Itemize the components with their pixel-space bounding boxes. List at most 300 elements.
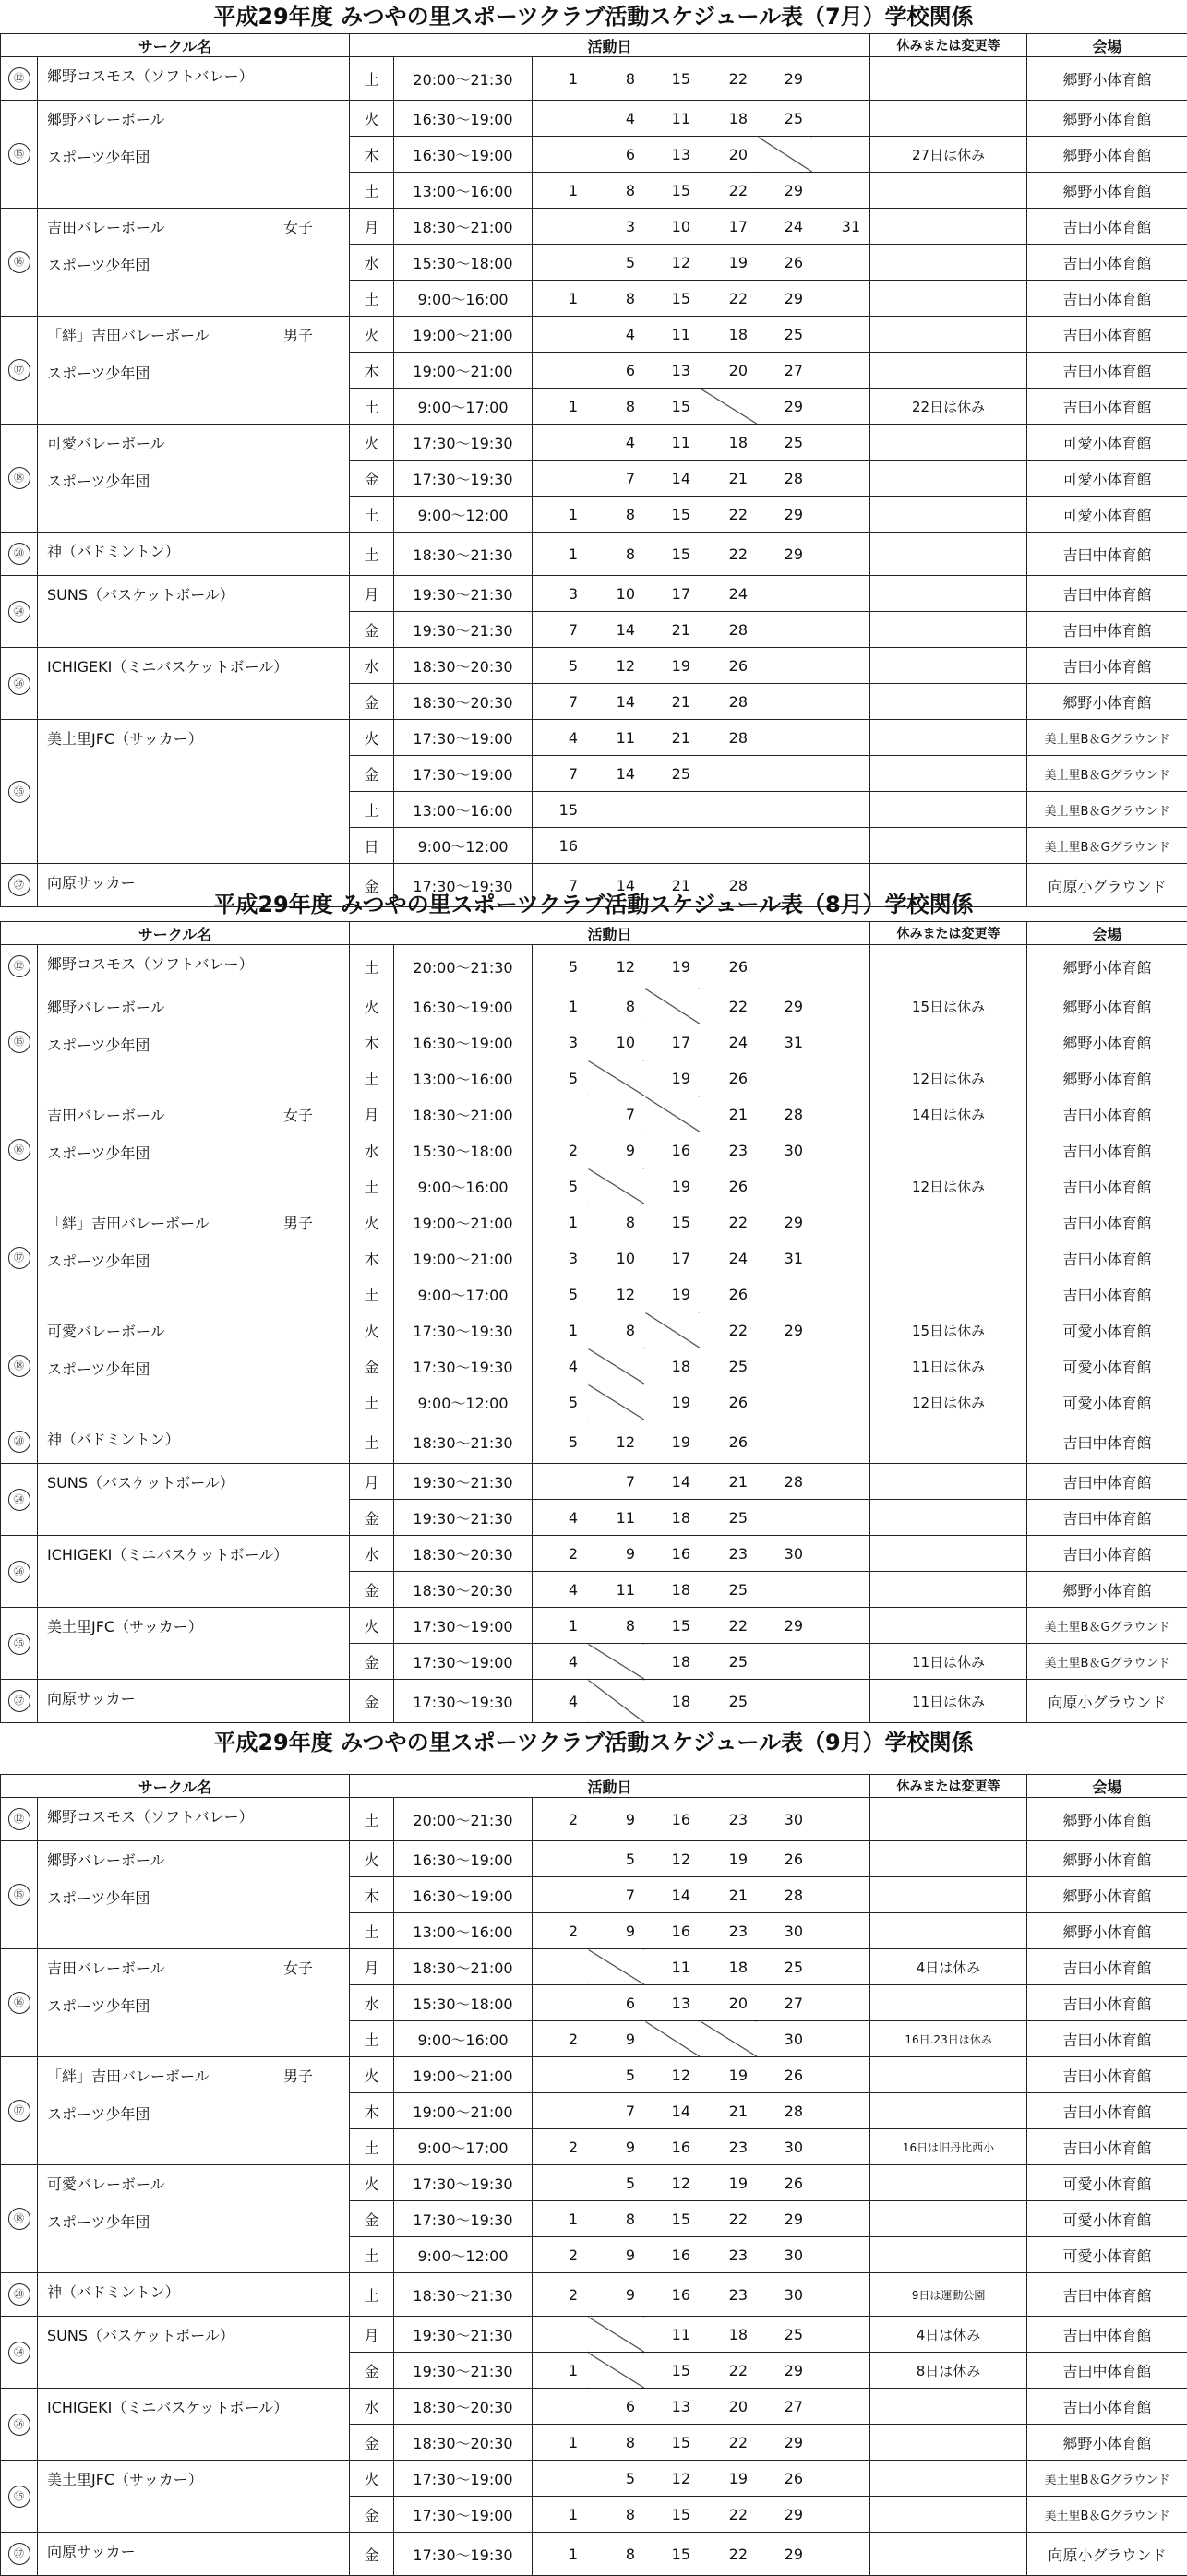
- activity-date: 22: [701, 988, 758, 1024]
- group-number-badge: ⑯: [8, 1992, 30, 2014]
- change-note: [870, 461, 1027, 497]
- club-name-line1: 「絆」吉田バレーボール: [47, 327, 210, 344]
- activity-date: 25: [645, 756, 701, 792]
- cancelled-date: [701, 2021, 758, 2057]
- change-note: [870, 2425, 1027, 2461]
- group-number-badge: ㊲: [8, 2543, 30, 2565]
- activity-date: [813, 1384, 870, 1420]
- activity-date: [813, 828, 870, 864]
- cancelled-date: [758, 137, 813, 173]
- venue: 向原小グラウンド: [1027, 864, 1187, 907]
- venue: 吉田小体育館: [1027, 245, 1187, 281]
- activity-date: [813, 792, 870, 828]
- activity-date: 7: [533, 864, 588, 907]
- time-range: 9:00～17:00: [394, 389, 533, 425]
- activity-date: [813, 1877, 870, 1913]
- table-row: [1, 2461, 1187, 2497]
- venue: 郷野小体育館: [1027, 988, 1187, 1024]
- activity-date: 16: [645, 1798, 701, 1841]
- activity-date: 26: [758, 2165, 813, 2201]
- activity-date: 5: [533, 1060, 588, 1096]
- activity-date: 22: [701, 2353, 758, 2389]
- cancelled-date: [645, 988, 701, 1024]
- table-row: [1, 1680, 1187, 1723]
- club-category: 女子: [280, 1949, 350, 2057]
- group-number-badge: ⑫: [8, 1808, 30, 1830]
- activity-date: 18: [645, 1500, 701, 1536]
- group-number: [1, 317, 38, 425]
- change-note: [870, 576, 1027, 612]
- activity-date: [813, 576, 870, 612]
- change-note: 11日は休み: [870, 1644, 1027, 1680]
- change-note: [870, 2165, 1027, 2201]
- activity-date: [813, 2353, 870, 2389]
- activity-date: 28: [758, 1464, 813, 1500]
- activity-date: [758, 1644, 813, 1680]
- activity-date: [813, 2497, 870, 2533]
- change-note: [870, 1276, 1027, 1312]
- activity-date: 8: [588, 1204, 645, 1240]
- activity-date: 24: [701, 1240, 758, 1276]
- activity-date: 5: [588, 1841, 645, 1877]
- weekday: 月: [350, 576, 394, 612]
- table-row: [1, 1536, 1187, 1572]
- activity-date: 26: [701, 1168, 758, 1204]
- weekday: 土: [350, 1420, 394, 1464]
- activity-date: 22: [701, 2533, 758, 2576]
- change-note: [870, 1608, 1027, 1644]
- venue: 郷野小体育館: [1027, 2425, 1187, 2461]
- activity-date: [813, 461, 870, 497]
- venue: 郷野小体育館: [1027, 57, 1187, 101]
- activity-date: 23: [701, 1913, 758, 1949]
- activity-date: [758, 648, 813, 684]
- activity-date: [813, 1024, 870, 1060]
- activity-date: 30: [758, 1798, 813, 1841]
- activity-date: 18: [701, 317, 758, 353]
- club-name-line2: スポーツ少年団: [47, 362, 277, 383]
- table-row: [1, 988, 1187, 1024]
- table-row: [1, 209, 1187, 245]
- table-row: [1, 648, 1187, 684]
- group-number: [1, 2057, 38, 2165]
- activity-date: 19: [645, 1420, 701, 1464]
- weekday: 土: [350, 497, 394, 533]
- table-row: [1, 1096, 1187, 1132]
- weekday: 火: [350, 1608, 394, 1644]
- activity-date: 29: [758, 497, 813, 533]
- change-note: [870, 612, 1027, 648]
- activity-date: [758, 1168, 813, 1204]
- club-name-line1: 神（バドミントン）: [47, 1431, 180, 1448]
- time-range: 18:30～20:30: [394, 1572, 533, 1608]
- activity-date: 8: [588, 1608, 645, 1644]
- weekday: 金: [350, 612, 394, 648]
- activity-date: 1: [533, 173, 588, 209]
- activity-date: 13: [645, 137, 701, 173]
- venue: 吉田小体育館: [1027, 353, 1187, 389]
- activity-date: [813, 1060, 870, 1096]
- activity-date: [758, 576, 813, 612]
- activity-date: 18: [645, 1572, 701, 1608]
- time-range: 19:00～21:00: [394, 2093, 533, 2129]
- activity-date: 6: [588, 2389, 645, 2425]
- activity-date: 29: [758, 988, 813, 1024]
- time-range: 15:30～18:00: [394, 1985, 533, 2021]
- weekday: 火: [350, 425, 394, 461]
- time-range: 15:30～18:00: [394, 1132, 533, 1168]
- activity-date: 14: [645, 1464, 701, 1500]
- change-note: [870, 720, 1027, 756]
- weekday: 土: [350, 1060, 394, 1096]
- activity-date: 1: [533, 2201, 588, 2237]
- activity-date: 4: [588, 101, 645, 137]
- activity-date: [813, 988, 870, 1024]
- venue: 吉田中体育館: [1027, 2317, 1187, 2353]
- club-name: [38, 317, 280, 425]
- club-name: [38, 2273, 350, 2317]
- september-schedule-table: [0, 1774, 1187, 2576]
- club-name: [38, 1841, 350, 1949]
- change-note: [870, 1204, 1027, 1240]
- group-number-badge: ㉔: [8, 2342, 30, 2364]
- activity-date: 28: [758, 461, 813, 497]
- group-number-badge: ㉖: [8, 673, 30, 695]
- change-note: 15日は休み: [870, 1312, 1027, 1348]
- venue: 郷野小体育館: [1027, 1024, 1187, 1060]
- weekday: 水: [350, 1985, 394, 2021]
- time-range: 16:30～19:00: [394, 1841, 533, 1877]
- activity-date: 25: [758, 2317, 813, 2353]
- cancelled-date: [588, 2353, 645, 2389]
- venue: 吉田中体育館: [1027, 612, 1187, 648]
- weekday: 月: [350, 209, 394, 245]
- activity-date: 3: [533, 576, 588, 612]
- venue: 吉田小体育館: [1027, 1168, 1187, 1204]
- activity-date: [701, 792, 758, 828]
- activity-date: [758, 684, 813, 720]
- club-name-line1: ICHIGEKI（ミニバスケットボール）: [47, 2399, 288, 2416]
- activity-date: 18: [701, 2317, 758, 2353]
- activity-date: 22: [701, 497, 758, 533]
- activity-date: 20: [701, 1985, 758, 2021]
- weekday: 月: [350, 1096, 394, 1132]
- weekday: 土: [350, 389, 394, 425]
- venue: 可愛小体育館: [1027, 497, 1187, 533]
- time-range: 18:30～20:30: [394, 2425, 533, 2461]
- change-note: [870, 792, 1027, 828]
- activity-date: 29: [758, 57, 813, 101]
- group-number: [1, 2165, 38, 2273]
- activity-date: 29: [758, 281, 813, 317]
- venue: 吉田小体育館: [1027, 317, 1187, 353]
- activity-date: 8: [588, 57, 645, 101]
- weekday: 木: [350, 1877, 394, 1913]
- club-name-line1: 吉田バレーボール: [47, 1959, 165, 1977]
- activity-date: 21: [701, 1096, 758, 1132]
- change-note: [870, 533, 1027, 576]
- activity-date: 28: [758, 1877, 813, 1913]
- activity-date: 29: [758, 173, 813, 209]
- activity-date: 17: [701, 209, 758, 245]
- activity-date: 18: [645, 1644, 701, 1680]
- time-range: 16:30～19:00: [394, 101, 533, 137]
- activity-date: 10: [645, 209, 701, 245]
- activity-date: 23: [701, 1798, 758, 1841]
- venue: 郷野小体育館: [1027, 101, 1187, 137]
- weekday: 木: [350, 353, 394, 389]
- activity-date: 31: [758, 1024, 813, 1060]
- activity-date: 4: [533, 720, 588, 756]
- club-name-line1: 郷野バレーボール: [47, 1851, 165, 1869]
- weekday: 金: [350, 2425, 394, 2461]
- activity-date: 1: [533, 389, 588, 425]
- change-note: 12日は休み: [870, 1168, 1027, 1204]
- activity-date: [588, 792, 645, 828]
- activity-date: 4: [588, 425, 645, 461]
- club-name: [38, 1096, 280, 1204]
- activity-date: 19: [645, 1060, 701, 1096]
- venue: 郷野小体育館: [1027, 684, 1187, 720]
- activity-date: 3: [588, 209, 645, 245]
- activity-date: 14: [645, 461, 701, 497]
- activity-date: [813, 1132, 870, 1168]
- activity-date: 18: [701, 425, 758, 461]
- activity-date: 11: [645, 2317, 701, 2353]
- venue: 美土里B＆Gグラウンド: [1027, 756, 1187, 792]
- venue: 美土里B＆Gグラウンド: [1027, 2497, 1187, 2533]
- venue: 吉田中体育館: [1027, 2273, 1187, 2317]
- time-range: 17:30～19:30: [394, 461, 533, 497]
- club-name-line1: 向原サッカー: [47, 874, 136, 892]
- activity-date: 11: [588, 720, 645, 756]
- venue: 美土里B＆Gグラウンド: [1027, 792, 1187, 828]
- activity-date: 9: [588, 2273, 645, 2317]
- club-name-line2: スポーツ少年団: [47, 2211, 347, 2232]
- activity-date: 2: [533, 2273, 588, 2317]
- activity-date: 8: [588, 2425, 645, 2461]
- activity-date: [813, 2533, 870, 2576]
- club-name: [38, 2533, 350, 2576]
- weekday: 水: [350, 1536, 394, 1572]
- activity-date: 16: [645, 2129, 701, 2165]
- activity-date: 11: [645, 425, 701, 461]
- time-range: 9:00～12:00: [394, 1384, 533, 1420]
- time-range: 17:30～19:30: [394, 425, 533, 461]
- activity-date: 1: [533, 281, 588, 317]
- time-range: 19:00～21:00: [394, 1204, 533, 1240]
- weekday: 土: [350, 2129, 394, 2165]
- club-name-line2: スポーツ少年団: [47, 1358, 347, 1379]
- activity-date: [813, 1420, 870, 1464]
- venue: 可愛小体育館: [1027, 1312, 1187, 1348]
- activity-date: 5: [533, 945, 588, 988]
- header-note: 休みまたは変更等: [870, 922, 1027, 945]
- activity-date: [813, 1572, 870, 1608]
- club-name: [38, 1798, 350, 1841]
- activity-date: [533, 2317, 588, 2353]
- activity-date: 28: [701, 612, 758, 648]
- activity-date: 8: [588, 497, 645, 533]
- activity-date: [813, 533, 870, 576]
- activity-date: 31: [813, 209, 870, 245]
- change-note: [870, 2533, 1027, 2576]
- cancelled-date: [645, 2021, 701, 2057]
- activity-date: 31: [758, 1240, 813, 1276]
- club-name-line1: 向原サッカー: [47, 1690, 136, 1707]
- change-note: [870, 756, 1027, 792]
- activity-date: 5: [533, 1420, 588, 1464]
- change-note: 9日は運動公園: [870, 2273, 1027, 2317]
- cancelled-date: [588, 2317, 645, 2353]
- activity-date: [533, 425, 588, 461]
- activity-date: 6: [588, 1985, 645, 2021]
- weekday: 月: [350, 1464, 394, 1500]
- club-category: 女子: [280, 1096, 350, 1204]
- activity-date: 11: [645, 101, 701, 137]
- activity-date: 12: [588, 1420, 645, 1464]
- activity-date: 23: [701, 1132, 758, 1168]
- activity-date: [758, 1680, 813, 1723]
- activity-date: 28: [758, 2093, 813, 2129]
- activity-date: 13: [645, 353, 701, 389]
- weekday: 日: [350, 828, 394, 864]
- group-number: [1, 1841, 38, 1949]
- time-range: 17:30～19:30: [394, 1348, 533, 1384]
- venue: 吉田中体育館: [1027, 2353, 1187, 2389]
- activity-date: 18: [701, 101, 758, 137]
- activity-date: [813, 2237, 870, 2273]
- group-number-badge: ㉟: [8, 2486, 30, 2508]
- activity-date: 14: [645, 2093, 701, 2129]
- club-name-line1: 郷野コスモス（ソフトバレー）: [47, 955, 254, 973]
- activity-date: 25: [701, 1572, 758, 1608]
- change-note: [870, 57, 1027, 101]
- club-name-line1: 可愛バレーボール: [47, 2175, 165, 2193]
- weekday: 金: [350, 1680, 394, 1723]
- group-number-badge: ⑫: [8, 955, 30, 977]
- weekday: 金: [350, 1348, 394, 1384]
- activity-date: 27: [758, 2389, 813, 2425]
- activity-date: 7: [533, 612, 588, 648]
- header-row: [1, 922, 1187, 945]
- club-name-line1: 「絆」吉田バレーボール: [47, 1215, 210, 1232]
- activity-date: 26: [758, 245, 813, 281]
- venue: 郷野小体育館: [1027, 945, 1187, 988]
- activity-date: [813, 1464, 870, 1500]
- table-row: [1, 1204, 1187, 1240]
- weekday: 金: [350, 2497, 394, 2533]
- club-name-line1: 可愛バレーボール: [47, 435, 165, 452]
- activity-date: [813, 720, 870, 756]
- change-note: [870, 2057, 1027, 2093]
- time-range: 17:30～19:30: [394, 2165, 533, 2201]
- group-number-badge: ㉖: [8, 1561, 30, 1583]
- activity-date: 5: [588, 2461, 645, 2497]
- change-note: [870, 1536, 1027, 1572]
- activity-date: 30: [758, 2129, 813, 2165]
- table-row: [1, 1798, 1187, 1841]
- activity-date: 4: [533, 1348, 588, 1384]
- activity-date: 21: [645, 684, 701, 720]
- club-name: [38, 2317, 350, 2389]
- venue: 吉田小体育館: [1027, 1536, 1187, 1572]
- time-range: 17:30～19:00: [394, 2497, 533, 2533]
- activity-date: 19: [701, 2165, 758, 2201]
- time-range: 19:00～21:00: [394, 317, 533, 353]
- group-number: [1, 1608, 38, 1680]
- weekday: 水: [350, 1132, 394, 1168]
- weekday: 火: [350, 101, 394, 137]
- club-name-line2: スポーツ少年団: [47, 1250, 277, 1271]
- cancelled-date: [588, 1348, 645, 1384]
- activity-date: 29: [758, 1312, 813, 1348]
- venue: 郷野小体育館: [1027, 1798, 1187, 1841]
- venue: 吉田小体育館: [1027, 1985, 1187, 2021]
- activity-date: 1: [533, 2533, 588, 2576]
- activity-date: 9: [588, 1798, 645, 1841]
- venue: 吉田小体育館: [1027, 2093, 1187, 2129]
- change-note: [870, 945, 1027, 988]
- club-name: [38, 2461, 350, 2533]
- activity-date: [813, 1276, 870, 1312]
- activity-date: 29: [758, 2533, 813, 2576]
- activity-date: 20: [701, 353, 758, 389]
- time-range: 18:30～21:30: [394, 533, 533, 576]
- weekday: 火: [350, 2461, 394, 2497]
- activity-date: 2: [533, 2237, 588, 2273]
- time-range: 9:00～12:00: [394, 828, 533, 864]
- activity-date: 19: [701, 2057, 758, 2093]
- time-range: 19:30～21:30: [394, 2317, 533, 2353]
- activity-date: 8: [588, 533, 645, 576]
- activity-date: 10: [588, 576, 645, 612]
- weekday: 火: [350, 1841, 394, 1877]
- group-number-badge: ⑮: [8, 1884, 30, 1906]
- activity-date: 22: [701, 57, 758, 101]
- activity-date: 14: [588, 612, 645, 648]
- activity-date: 21: [701, 461, 758, 497]
- time-range: 9:00～16:00: [394, 2021, 533, 2057]
- table-row: [1, 1420, 1187, 1464]
- club-name-line1: SUNS（バスケットボール）: [47, 586, 234, 604]
- activity-date: [645, 792, 701, 828]
- change-note: [870, 1500, 1027, 1536]
- time-range: 19:00～21:00: [394, 2057, 533, 2093]
- activity-date: 21: [645, 720, 701, 756]
- venue: 可愛小体育館: [1027, 425, 1187, 461]
- cancelled-date: [588, 1168, 645, 1204]
- time-range: 13:00～16:00: [394, 1913, 533, 1949]
- table-row: [1, 1949, 1187, 1985]
- activity-date: [813, 684, 870, 720]
- activity-date: 2: [533, 2021, 588, 2057]
- activity-date: 22: [701, 2425, 758, 2461]
- club-name: [38, 1680, 350, 1723]
- club-name: [38, 1464, 350, 1536]
- activity-date: [645, 828, 701, 864]
- activity-date: 26: [758, 2057, 813, 2093]
- activity-date: 19: [645, 648, 701, 684]
- activity-date: [813, 1312, 870, 1348]
- weekday: 金: [350, 2353, 394, 2389]
- venue: 向原小グラウンド: [1027, 2533, 1187, 2576]
- change-note: [870, 1132, 1027, 1168]
- weekday: 金: [350, 2201, 394, 2237]
- activity-date: 6: [588, 353, 645, 389]
- activity-date: [813, 2165, 870, 2201]
- change-note: [870, 209, 1027, 245]
